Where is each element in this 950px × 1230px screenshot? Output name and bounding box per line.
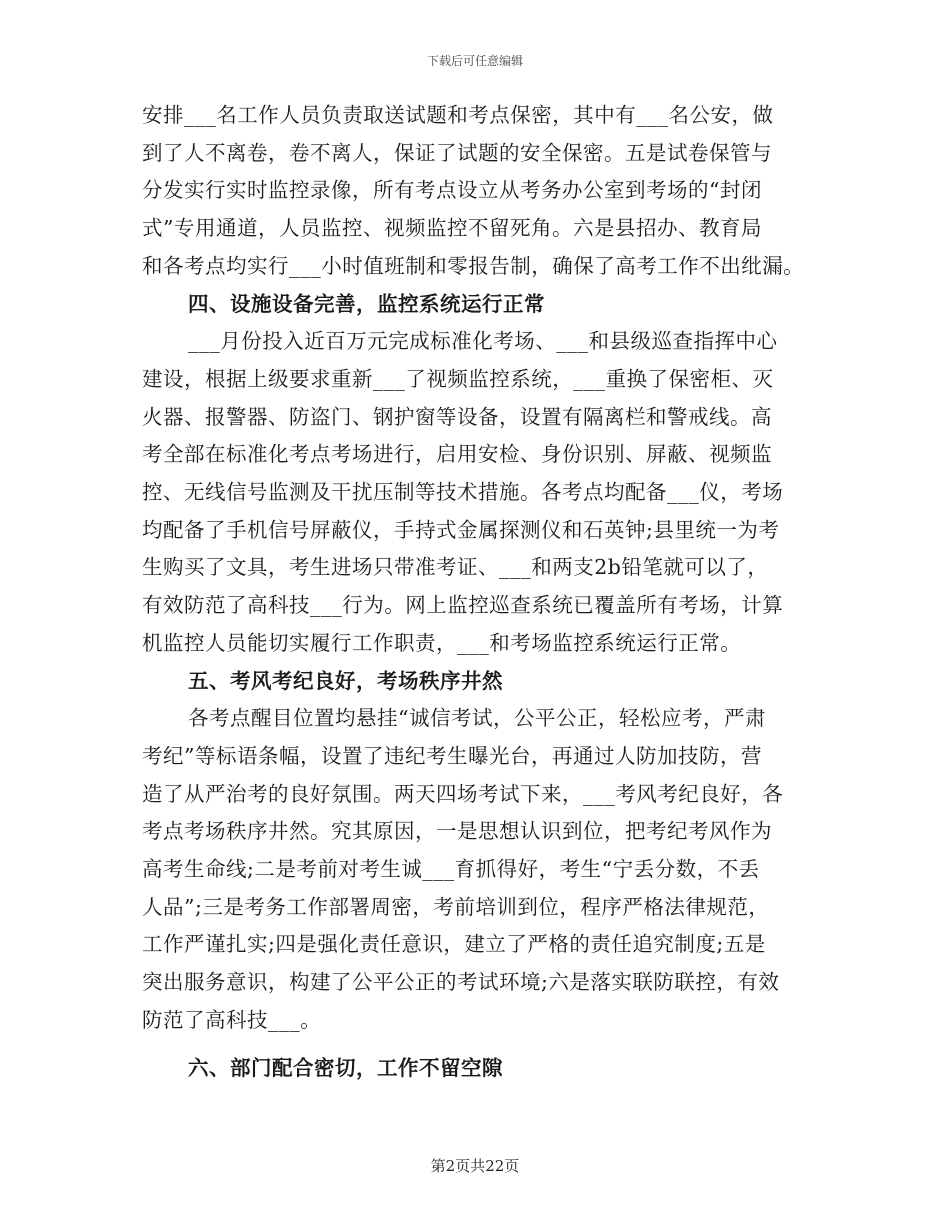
section-heading-4: 四、设施设备完善，监控系统运行正常 <box>188 291 545 316</box>
body-line: 工作严谨扎实;四是强化责任意识，建立了严格的责任追究制度;五是 <box>142 932 766 957</box>
body-line: 造了从严治考的良好氛围。两天四场考试下来，___考风考纪良好，各 <box>142 781 784 806</box>
body-line: 考纪”等标语条幅，设置了违纪考生曝光台，再通过人防加技防，营 <box>142 743 762 768</box>
body-line: 控、无线信号监测及干扰压制等技术措施。各考点均配备___仪，考场 <box>142 480 784 505</box>
body-line: ___月份投入近百万元完成标准化考场、___和县级巡查指挥中心 <box>188 329 778 354</box>
body-line: 到了人不离卷，卷不离人，保证了试题的安全保密。五是试卷保管与 <box>142 140 772 165</box>
section-heading-5: 五、考风考纪良好，考场秩序井然 <box>188 668 503 693</box>
body-line: 式”专用通道，人员监控、视频监控不留死角。六是县招办、教育局 <box>142 216 762 241</box>
body-line: 生购买了文具，考生进场只带准考证、___和两支2b铅笔就可以了， <box>142 555 769 580</box>
body-line: 高考生命线;二是考前对考生诚___育抓得好，考生“宁丢分数，不丢 <box>142 857 760 882</box>
page-number: 第2页共22页 <box>430 1157 520 1175</box>
body-line: 均配备了手机信号屏蔽仪，手持式金属探测仪和石英钟;县里统一为考 <box>142 517 780 542</box>
body-line: 防范了高科技___。 <box>142 1007 322 1032</box>
body-line: 机监控人员能切实履行工作职责，___和考场监控系统运行正常。 <box>142 630 742 655</box>
body-line: 人品”;三是考务工作部署周密，考前培训到位，程序严格法律规范， <box>142 894 770 919</box>
body-line: 各考点醒目位置均悬挂“诚信考试，公平公正，轻松应考，严肃 <box>188 706 766 731</box>
body-line: 火器、报警器、防盗门、钢护窗等设备，设置有隔离栏和警戒线。高 <box>142 404 772 429</box>
body-line: 建设，根据上级要求重新___了视频监控系统，___重换了保密柜、灭 <box>142 366 774 391</box>
body-line: 考点考场秩序井然。究其原因，一是思想认识到位，把考纪考风作为 <box>142 819 772 844</box>
page-header: 下载后可任意编辑 <box>426 54 523 68</box>
body-line: 和各考点均实行___小时值班制和零报告制，确保了高考工作不出纰漏。 <box>142 253 805 278</box>
section-heading-6: 六、部门配合密切，工作不留空隙 <box>188 1055 503 1080</box>
body-line: 安排___名工作人员负责取送试题和考点保密，其中有___名公安，做 <box>142 103 774 127</box>
body-line: 有效防范了高科技___行为。网上监控巡查系统已覆盖所有考场，计算 <box>142 593 784 618</box>
body-line: 突出服务意识，构建了公平公正的考试环境;六是落实联防联控，有效 <box>142 970 780 995</box>
body-line: 分发实行实时监控录像，所有考点设立从考务办公室到考场的“封闭 <box>142 178 762 203</box>
body-line: 考全部在标准化考点考场进行，启用安检、身份识别、屏蔽、视频监 <box>142 442 772 467</box>
document-body <box>142 97 814 1087</box>
